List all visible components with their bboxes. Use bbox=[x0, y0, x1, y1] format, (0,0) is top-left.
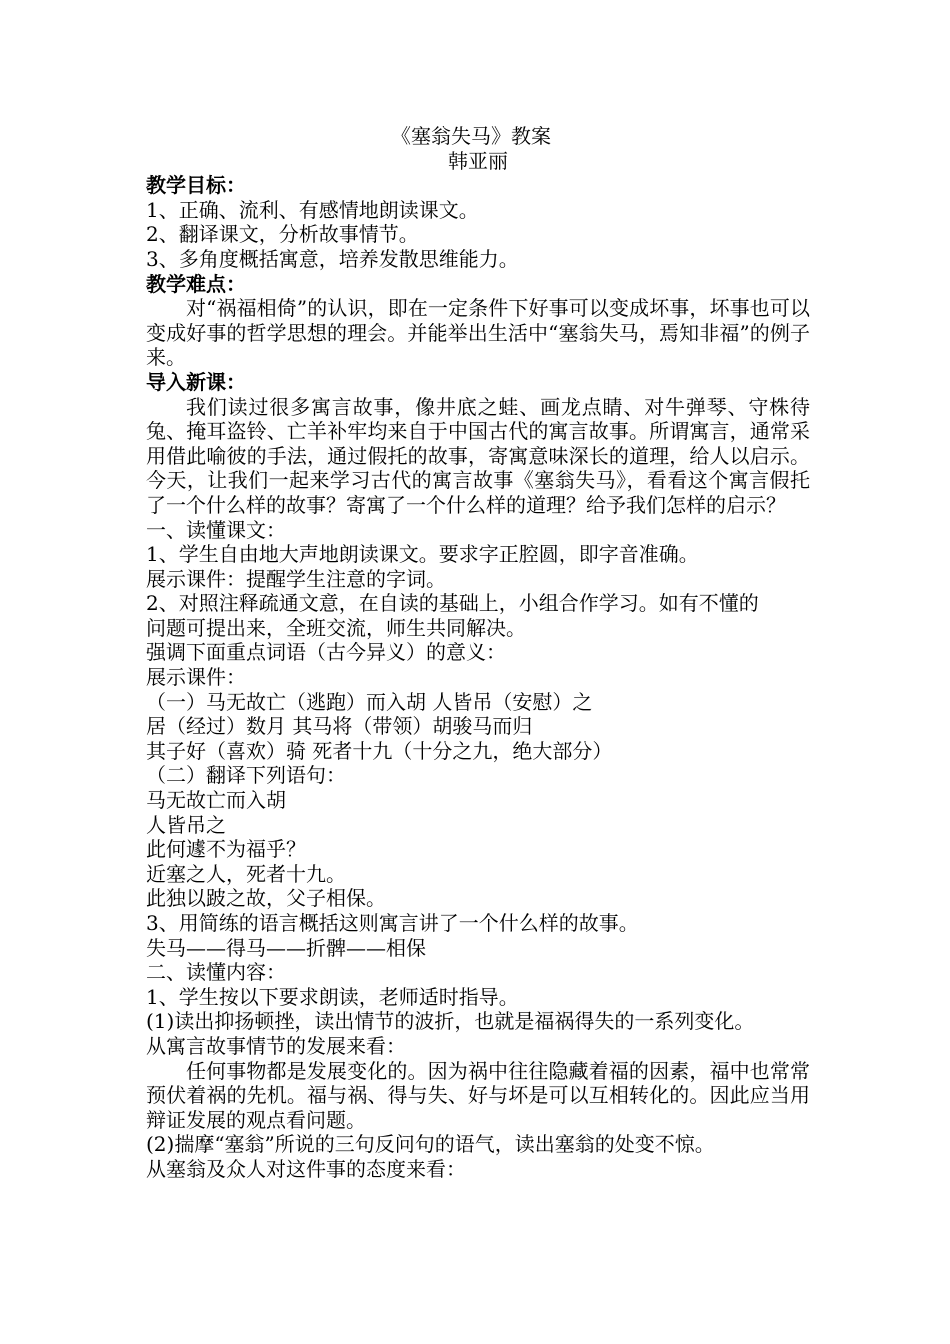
text-line: 展示课件： bbox=[146, 665, 246, 690]
text-line: 2、对照注释疏通文意，在自读的基础上，小组合作学习。如有不懂的 bbox=[146, 591, 759, 616]
text-line: 1、学生自由地大声地朗读课文。要求字正腔圆，即字音准确。 bbox=[146, 542, 699, 567]
intro-heading: 导入新课： bbox=[146, 369, 246, 394]
text-line: 3、用简练的语言概括这则寓言讲了一个什么样的故事。 bbox=[146, 911, 639, 935]
document-title: 《塞翁失马》教案 bbox=[391, 124, 551, 148]
section1-heading: 一、读懂课文： bbox=[146, 517, 286, 542]
document-author: 韩亚丽 bbox=[448, 148, 508, 173]
text-line: (2)揣摩“塞翁”所说的三句反问句的语气，读出塞翁的处变不惊。 bbox=[146, 1132, 715, 1157]
objective-item: 3、多角度概括寓意，培养发散思维能力。 bbox=[146, 246, 519, 271]
text-line: 从塞翁及众人对这件事的态度来看： bbox=[146, 1156, 466, 1181]
text-line: 近塞之人，死者十九。 bbox=[146, 861, 346, 886]
text-line: 马无故亡而入胡 bbox=[146, 788, 286, 813]
text-line: 强调下面重点词语（古今异义）的意义： bbox=[146, 640, 506, 665]
text-line: 人皆吊之 bbox=[146, 812, 226, 837]
text-line: 失马——得马——折髀——相保 bbox=[146, 935, 426, 960]
text-line: 其子好（喜欢）骑 死者十九（十分之九，绝大部分） bbox=[146, 738, 613, 763]
text-line: （一）马无故亡（逃跑）而入胡 人皆吊（安慰）之 bbox=[146, 689, 593, 714]
text-line: 此独以跛之故，父子相保。 bbox=[146, 886, 386, 911]
text-line: 居（经过）数月 其马将（带领）胡骏马而归 bbox=[146, 714, 533, 739]
text-line: 此何遽不为福乎？ bbox=[146, 837, 306, 862]
difficulty-paragraph: 对“祸福相倚”的认识，即在一定条件下好事可以变成坏事，坏事也可以变成好事的哲学思想的理会。并能举出生活中“塞翁失马，焉知非福”的例子来。 bbox=[146, 296, 810, 370]
text-line: 展示课件：提醒学生注意的字词。 bbox=[146, 566, 446, 591]
text-line: (1)读出抑扬顿挫，读出情节的波折，也就是福祸得失的一系列变化。 bbox=[146, 1009, 755, 1034]
objectives-heading: 教学目标： bbox=[146, 173, 246, 198]
objective-item: 2、翻译课文，分析故事情节。 bbox=[146, 222, 419, 247]
text-line: 1、学生按以下要求朗读，老师适时指导。 bbox=[146, 984, 519, 1009]
objective-item: 1、正确、流利、有感情地朗读课文。 bbox=[146, 197, 479, 222]
text-line: （二）翻译下列语句： bbox=[146, 763, 346, 788]
text-line: 从寓言故事情节的发展来看： bbox=[146, 1033, 406, 1058]
section2-heading: 二、读懂内容： bbox=[146, 960, 286, 985]
development-paragraph: 任何事物都是发展变化的。因为祸中往往隐藏着福的因素，福中也常常预伏着祸的先机。福与祸、得与失、好与坏是可以互相转化的。因此应当用辩证发展的观点看问题。 bbox=[146, 1058, 810, 1132]
text-line: 问题可提出来，全班交流，师生共同解决。 bbox=[146, 615, 526, 640]
document-page bbox=[146, 124, 810, 1182]
intro-paragraph: 我们读过很多寓言故事，像井底之蛙、画龙点睛、对牛弹琴、守株待兔、掩耳盗铃、亡羊补牢均来自于中国古代的寓言故事。所谓寓言，通常采用借此喻彼的手法，通过假托的故事，寄寓意味深长的道理，给人以启示。今天，让我们一起来学习古代的寓言故事《塞翁失马》，看看这个寓言假托了一个什么样的故事？寄寓了一个什么样的道理？给予我们怎样的启示？ bbox=[146, 394, 810, 517]
difficulty-heading: 教学难点： bbox=[146, 271, 246, 296]
